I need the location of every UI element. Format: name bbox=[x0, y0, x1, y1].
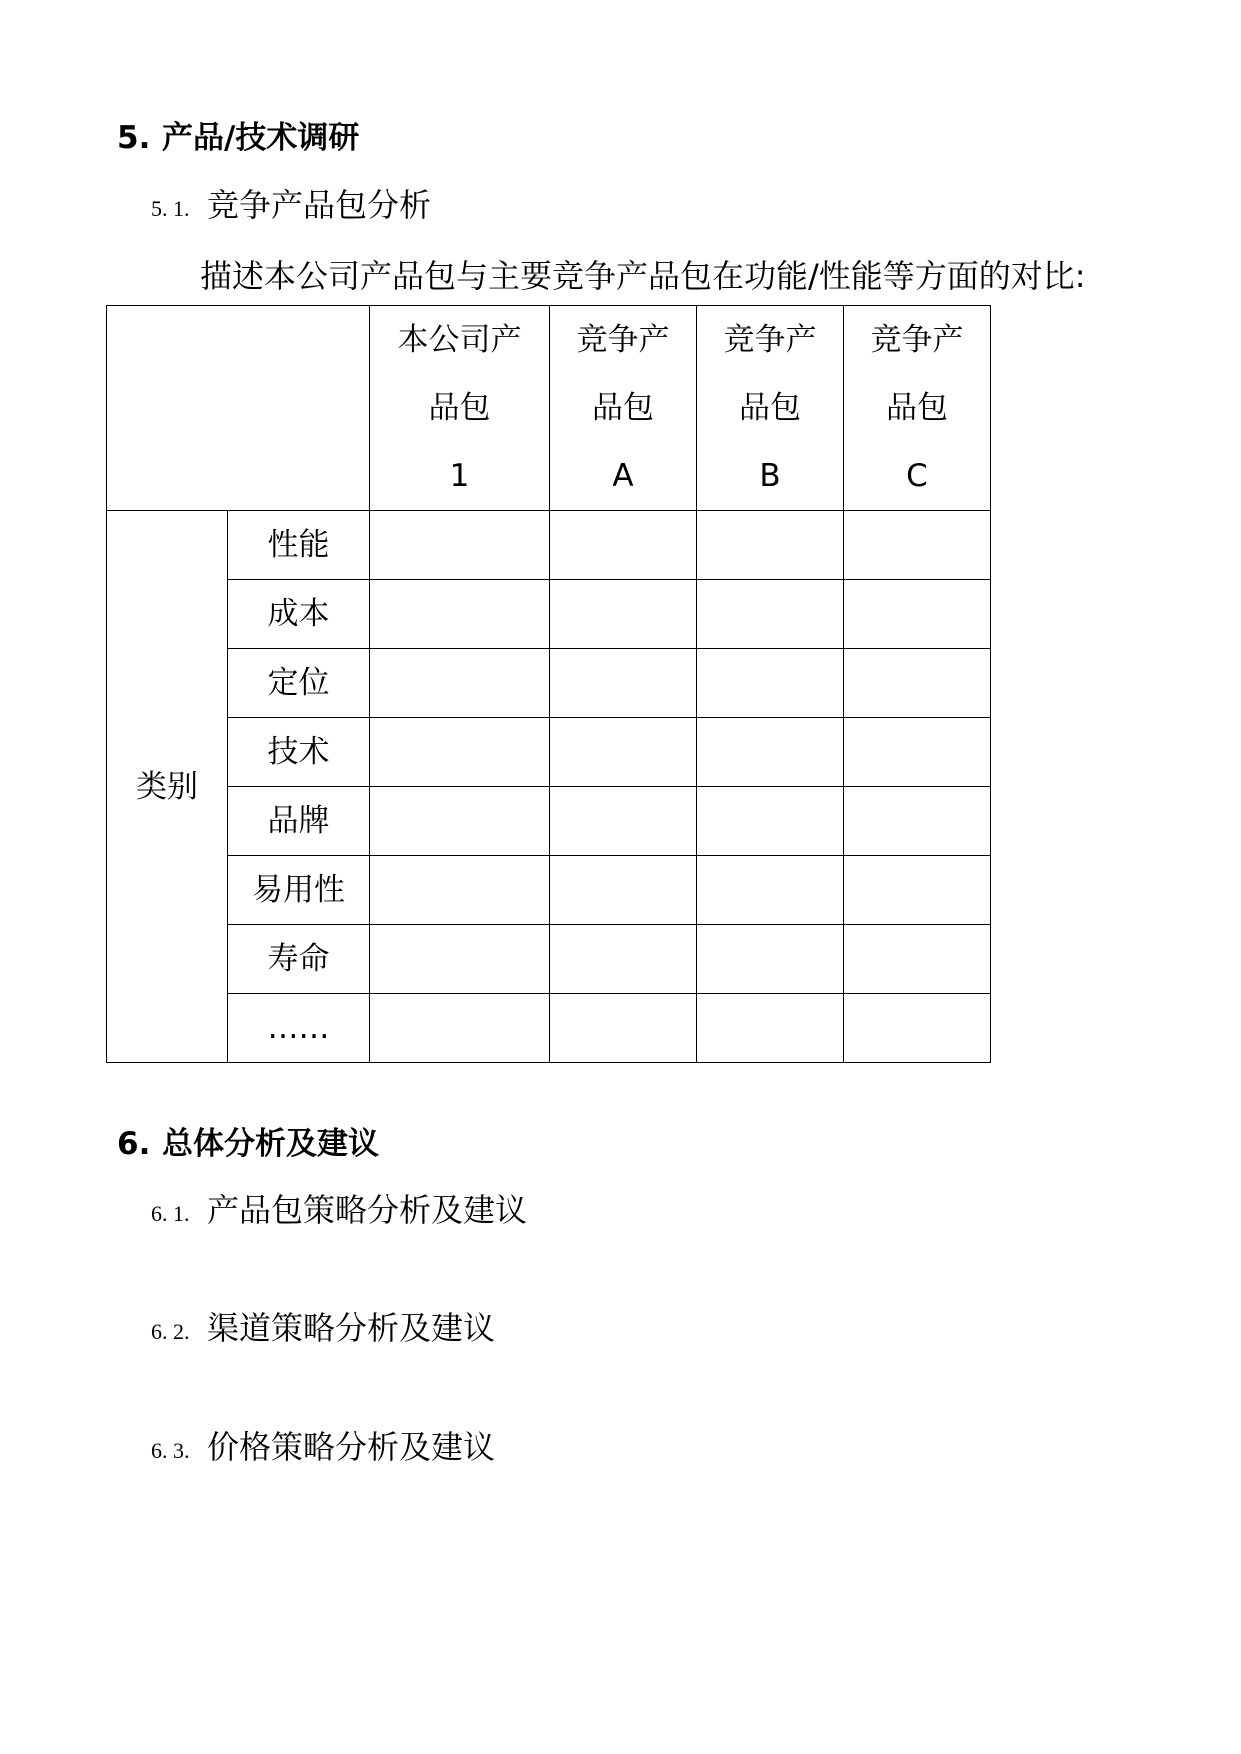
table-cell bbox=[697, 511, 844, 580]
subsection-number: 6. 1. bbox=[151, 1201, 190, 1226]
table-row bbox=[107, 856, 991, 925]
row-label: 性能 bbox=[228, 511, 370, 580]
table-row bbox=[107, 580, 991, 649]
header-cell-competitor-a: 竞争产 品包 A bbox=[550, 306, 697, 511]
row-label: 定位 bbox=[228, 649, 370, 718]
table-cell bbox=[550, 649, 697, 718]
table-cell bbox=[697, 649, 844, 718]
table-row bbox=[107, 649, 991, 718]
table-cell bbox=[370, 994, 550, 1063]
table-cell bbox=[844, 787, 991, 856]
subsection-6-1-heading bbox=[151, 1190, 527, 1236]
table-cell bbox=[844, 511, 991, 580]
section-6-heading bbox=[117, 1124, 379, 1164]
subsection-5-1-heading bbox=[151, 185, 431, 231]
header-empty-cell bbox=[107, 306, 370, 511]
table-cell bbox=[550, 718, 697, 787]
row-label: 技术 bbox=[228, 718, 370, 787]
section-number: 6. bbox=[117, 1126, 151, 1162]
table-row bbox=[107, 511, 991, 580]
table-cell bbox=[370, 787, 550, 856]
section-title: 产品/技术调研 bbox=[162, 120, 360, 156]
table-row bbox=[107, 718, 991, 787]
header-cell-competitor-b: 竞争产 品包 B bbox=[697, 306, 844, 511]
table-cell bbox=[550, 511, 697, 580]
row-label: 寿命 bbox=[228, 925, 370, 994]
subsection-title: 产品包策略分析及建议 bbox=[207, 1191, 528, 1229]
table-cell bbox=[844, 856, 991, 925]
category-label-cell: 类别 bbox=[107, 511, 228, 1063]
table-cell bbox=[697, 787, 844, 856]
table-cell bbox=[370, 718, 550, 787]
table-cell bbox=[697, 994, 844, 1063]
row-label: 成本 bbox=[228, 580, 370, 649]
table-cell bbox=[844, 649, 991, 718]
table-cell bbox=[550, 994, 697, 1063]
subsection-number: 5. 1. bbox=[151, 196, 190, 221]
table-cell bbox=[370, 649, 550, 718]
table-cell bbox=[697, 856, 844, 925]
subsection-6-3-heading bbox=[151, 1427, 495, 1473]
row-label: 品牌 bbox=[228, 787, 370, 856]
table-cell bbox=[370, 856, 550, 925]
table-row bbox=[107, 925, 991, 994]
table-cell bbox=[844, 718, 991, 787]
table-cell bbox=[370, 580, 550, 649]
section-title: 总体分析及建议 bbox=[162, 1126, 379, 1162]
table-row bbox=[107, 994, 991, 1063]
subsection-title: 竞争产品包分析 bbox=[207, 186, 432, 224]
subsection-title: 渠道策略分析及建议 bbox=[207, 1309, 496, 1347]
row-label: 易用性 bbox=[228, 856, 370, 925]
header-cell-own-product: 本公司产 品包 1 bbox=[370, 306, 550, 511]
table-cell bbox=[844, 925, 991, 994]
row-label: …… bbox=[228, 994, 370, 1063]
table-cell bbox=[697, 925, 844, 994]
subsection-number: 6. 2. bbox=[151, 1319, 190, 1344]
table-row bbox=[107, 787, 991, 856]
comparison-table bbox=[106, 305, 991, 1063]
table-cell bbox=[370, 511, 550, 580]
table-cell bbox=[844, 580, 991, 649]
table-cell bbox=[697, 580, 844, 649]
table-cell bbox=[697, 718, 844, 787]
header-cell-competitor-c: 竞争产 品包 C bbox=[844, 306, 991, 511]
subsection-number: 6. 3. bbox=[151, 1438, 190, 1463]
table-cell bbox=[550, 787, 697, 856]
table-cell bbox=[370, 925, 550, 994]
comparison-description: 描述本公司产品包与主要竞争产品包在功能/性能等方面的对比: bbox=[200, 257, 1086, 295]
table-cell bbox=[550, 580, 697, 649]
table-header-row bbox=[107, 306, 991, 511]
table-cell bbox=[550, 856, 697, 925]
table-cell bbox=[844, 994, 991, 1063]
table-cell bbox=[550, 925, 697, 994]
section-5-heading bbox=[117, 118, 359, 158]
subsection-6-2-heading bbox=[151, 1308, 495, 1354]
section-number: 5. bbox=[117, 120, 151, 156]
subsection-title: 价格策略分析及建议 bbox=[207, 1428, 496, 1466]
